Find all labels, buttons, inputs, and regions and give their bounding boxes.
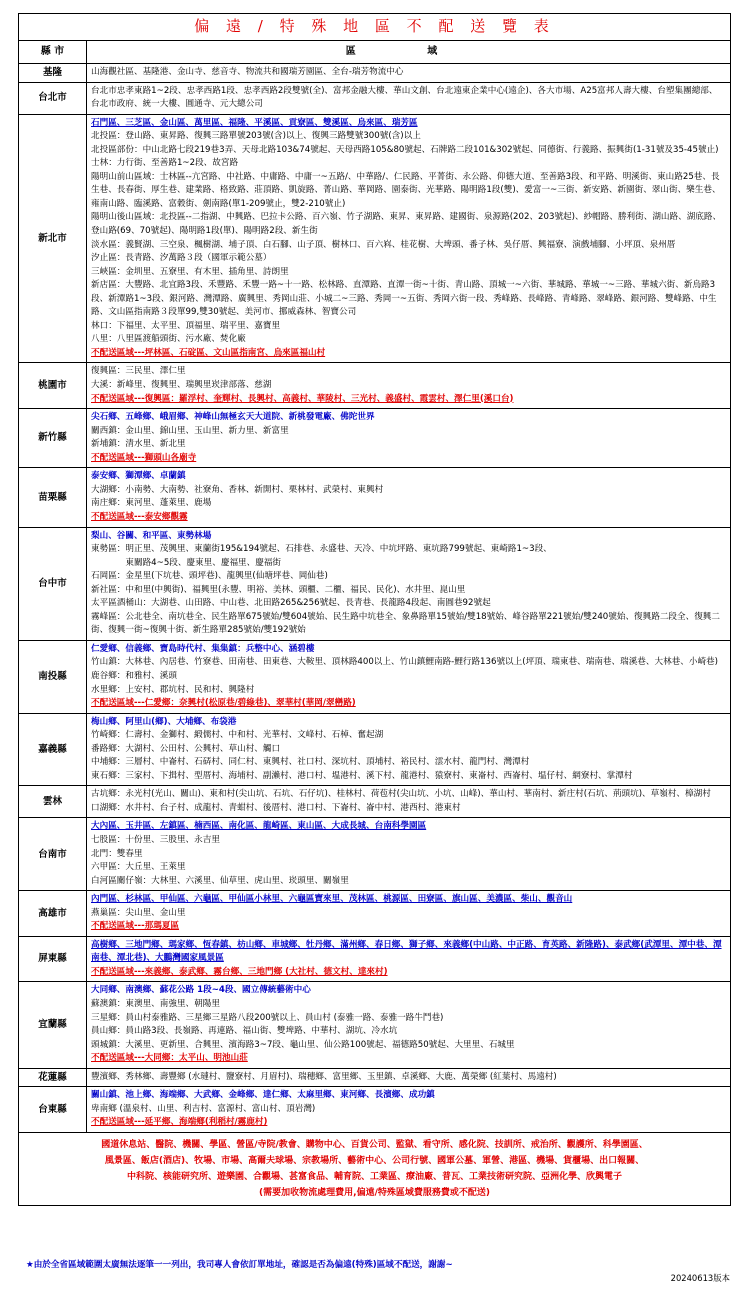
- area-line: 北門：雙春里: [91, 848, 143, 859]
- area-line: 梅山鄉、阿里山(鄉)、大埔鄉、布袋港: [91, 716, 237, 727]
- area-cell: [87, 82, 731, 114]
- no-delivery-line: 不配送區域---大同鄉：太平山、明池山莊: [91, 1053, 248, 1064]
- area-line: 六甲區：大丘里、王萊里: [91, 862, 186, 873]
- city-name: 苗栗縣: [19, 468, 87, 527]
- area-line: 士林：力行街、至善路1~2段、故宮路: [91, 158, 239, 169]
- area-line: 台北市忠孝東路1~2段、忠孝西路1段、忠孝西路2段雙號(全)、富邦金融大樓、華山文創、台北遠東企業中心(遠企)、各大市場、A25富邦人壽大樓、台塑集團總部、台北市政府、統一大樓、圓通寺、元大總公司: [91, 85, 718, 110]
- area-line: 南庄鄉：東河里、蓬萊里、鹿場: [91, 498, 212, 509]
- region-row: [19, 982, 731, 1068]
- area-line: 大溪：新峰里、復興里、瑞興里崁津部落、慈湖: [91, 380, 272, 391]
- area-line: 三星鄉：員山村泰雅路、三星鄉三星路八段200號以上、員山村 (泰雅一路、泰雅一路牛鬥巷): [91, 1012, 444, 1023]
- city-name: 台北市: [19, 82, 87, 114]
- footer-notice: [19, 1132, 731, 1205]
- city-name: 宜蘭縣: [19, 982, 87, 1068]
- area-line: 新埔鎮：清水里、新北里: [91, 439, 186, 450]
- region-row: [19, 818, 731, 891]
- footer-line: 風景區、飯店(酒店)、牧場、市場、高爾夫球場、宗教場所、藝術中心、公司行號、國軍公墓、軍營、港區、機場、貨櫃場、出口報關、: [104, 1155, 645, 1166]
- no-delivery-line: 不配送區域---獅頭山各廟寺: [91, 452, 197, 463]
- area-line: 大湖鄉：小南勢、大南勢、社寮角、香林、新開村、栗林村、武榮村、東興村: [91, 484, 384, 495]
- footer-row: [19, 1132, 731, 1205]
- area-line: 汐止區：長青路、汐萬路３段（國軍示範公墓）: [91, 253, 272, 264]
- city-name: 新竹縣: [19, 409, 87, 468]
- area-line: 三峽區：金圳里、五寮里、有木里、插角里、詩朗里: [91, 266, 289, 277]
- area-line: 山海觀社區、基隆港、金山寺、慈音寺、物流共和國瑞芳園區、全台-瑞芳物流中心: [91, 67, 404, 77]
- city-name: 花蓮縣: [19, 1068, 87, 1087]
- region-row: [19, 891, 731, 937]
- area-line: 白河區關仔嶺：大林里、六溪里、仙草里、虎山里、崁頭里、關嶺里: [91, 875, 349, 886]
- area-cell: [87, 409, 731, 468]
- region-row: [19, 468, 731, 527]
- area-line: 石岡區：金星里(下坑巷、頭坪巷)、龍興里(仙塘坪巷、岡仙巷): [91, 571, 328, 582]
- city-name: 雲林: [19, 786, 87, 818]
- area-line: 陽明山後山區域：北投區--二指湖、中興路、巴拉卡公路、百六嶺、竹子湖路、東昇、東昇路、建國街、泉源路(202、203號起)、紗帽路、勝利街、湖山路、湖底路、登山路(69、70號起)、陽明路1段(單)、陽明路2段、新生街: [91, 212, 722, 237]
- no-delivery-line: 不配送區域---泰安鄉觀霧: [91, 511, 188, 522]
- area-cell: [87, 1087, 731, 1133]
- no-delivery-line: 不配送區域---坪林區、石碇區、文山區指南宮、烏來區福山村: [91, 347, 326, 358]
- area-cell: [87, 1068, 731, 1087]
- region-row: [19, 527, 731, 640]
- city-name: 高雄市: [19, 891, 87, 937]
- area-line: 口湖鄉：水井村、台子村、成龍村、青蚶村、後厝村、港口村、下崙村、崙中村、港西村、港東村: [91, 802, 461, 813]
- area-cell: [87, 114, 731, 363]
- area-line: 卑南鄉 (溫泉村、山里、利吉村、富源村、富山村、頂岩灣): [91, 1103, 316, 1114]
- area-line: 陽明山前山區域：士林區--亢宮路、中社路、中庸路、中庸一~五路/、中華路/、仁民路、平菁街、永公路、仰德大道、至善路3段、和平路、明溪街、東山路25巷、長生巷、長春街、厚生巷、建業路、格致路、莊頂路、凱旋路、菁山路、華岡路、園泰街、光華路、陽明路1段(雙)、愛富一~三街、新安路、新園街、翠山街、樂生巷、雍南山路、臨溪路、富穀街、劍南路(單1-209號止，雙2-210號止): [91, 171, 721, 209]
- area-line: 北投區：登山路、東昇路、復興三路單號203號(含)以上、復興三路雙號300號(含)以上: [91, 131, 421, 142]
- header-city: 縣 市: [19, 41, 87, 64]
- region-row: [19, 82, 731, 114]
- area-cell: [87, 363, 731, 409]
- region-row: [19, 409, 731, 468]
- no-delivery-line: 不配送區域---那瑪夏區: [91, 921, 180, 932]
- area-line: 頭城鎮：大溪里、更新里、合興里、濱海路3~7段、龜山里、仙公路100號起、福德路50號起、大里里、石城里: [91, 1039, 515, 1050]
- version-label: 20240613版本: [670, 1273, 730, 1283]
- area-line: 員山鄉：員山路3段、長嶺路、再連路、福山街、雙埤路、中華村、湖坑、冷水坑: [91, 1026, 398, 1037]
- area-line: 復興區：三民里、澤仁里: [91, 366, 186, 377]
- region-row: [19, 363, 731, 409]
- region-row: [19, 1068, 731, 1087]
- area-line: 高樹鄉、三地門鄉、瑪家鄉、恆春鎮、枋山鄉、車城鄉、牡丹鄉、滿州鄉、春日鄉、獅子鄉、來義鄉(中山路、中正路、育英路、新隆路)、泰武鄉(武潭里、潭中巷、潭南巷、潭北巷)、大鵬灣國家風景區: [91, 939, 722, 964]
- area-line: 關西鎮：金山里、錦山里、玉山里、新力里、新富里: [91, 425, 289, 436]
- area-line: 中埔鄉：三層村、中崙村、石硦村、同仁村、東興村、社口村、深坑村、頂埔村、裕民村、澐水村、龍門村、灣潭村: [91, 757, 530, 768]
- area-line: 水里鄉：上安村、郡坑村、民和村、興隆村: [91, 684, 255, 695]
- area-line: 仁愛鄉、信義鄉、寶島時代村、集集鎮：兵整中心、涵碧樓: [91, 643, 315, 654]
- area-cell: [87, 982, 731, 1068]
- area-line: 關山鎮、池上鄉、海端鄉、大武鄉、金峰鄉、達仁鄉、太麻里鄉、東河鄉、長濱鄉、成功鎮: [91, 1090, 435, 1101]
- footer-line: 中科院、核能研究所、遊樂園、合觀場、甚富食品、輔育院、工業區、療油廠、普瓦、工業技術研究院、亞洲化學、欣興電子: [127, 1171, 623, 1182]
- disclaimer-note: ★由於全省區域範圍太廣無法逐筆一一列出，我司專人會依訂單地址，確認是否為偏遠(特殊)區域不配送，謝謝~: [26, 1260, 453, 1270]
- area-cell: [87, 936, 731, 982]
- no-delivery-line: 不配送區域---來義鄉、泰武鄉、霧台鄉、三地門鄉 (大社村、德文村、達來村): [91, 966, 388, 977]
- city-name: 基隆: [19, 64, 87, 83]
- city-name: 南投縣: [19, 640, 87, 713]
- footer-line: 國道休息站、醫院、機關、學區、營區/寺院/教會、購物中心、百貨公司、監獄、看守所、感化院、技訓所、戒治所、觀護所、科學園區、: [101, 1139, 648, 1150]
- area-line: 淡水區：義賢湖、三空泉、楓樹湖、埔子頂、白石腳、山子頂、樹林口、百六嵙、桂花樹、大埤頭、番子林、吳仔厝、興福寮、演戲埔腳、小坪頂、泉州厝: [91, 239, 676, 250]
- area-line: 七股區：十份里、三股里、永吉里: [91, 834, 220, 845]
- area-line: 燕巢區：尖山里、金山里: [91, 907, 186, 918]
- area-cell: [87, 527, 731, 640]
- no-delivery-line: 不配送區域---延平鄉、海端鄉(利稻村/霧鹿村): [91, 1117, 268, 1128]
- area-cell: [87, 818, 731, 891]
- area-line: 古坑鄉：永光村(光山、關山)、東和村(尖山坑、石坑、石仔坑)、桂林村、荷苞村(尖山坑、小坑、山峰)、華山村、華南村、新庄村(石坑、荊頭坑)、草嶺村、樟湖村: [91, 789, 711, 800]
- area-line: 泰安鄉、獅潭鄉、卓蘭鎮: [91, 471, 186, 482]
- header-row: [19, 41, 731, 64]
- area-line: 尖石鄉、五峰鄉、峨眉鄉、神峰山無極玄天大道院、新桃發電廠、佛陀世界: [91, 412, 375, 423]
- area-line: 八里：八里區渡船頭街、污水廠、焚化廠: [91, 334, 246, 345]
- region-row: [19, 786, 731, 818]
- region-row: [19, 1087, 731, 1133]
- area-cell: [87, 713, 731, 786]
- area-line: 石門區、三芝區、金山區、萬里區、福隆、平溪區、貢寮區、雙溪區、烏來區、瑞芳區: [91, 117, 418, 128]
- city-name: 嘉義縣: [19, 713, 87, 786]
- header-area: 區 域: [87, 41, 731, 64]
- area-line: 竹山鎮：大林巷、內居巷、竹寮巷、田南巷、田東巷、大鞍里、頂林路400以上、竹山鎮鯉南路-鯉行路136號以上(坪頂、瑞東巷、瑞南巷、瑞溪巷、大林巷、小崎巷): [91, 657, 718, 668]
- city-name: 新北市: [19, 114, 87, 363]
- footer-line: (需要加收物流處理費用,偏遠/特殊區域費服務費或不配送): [259, 1187, 490, 1198]
- area-line: 竹崎鄉：仁壽村、金獅村、緞儒村、中和村、光華村、文峰村、石棹、奮起湖: [91, 730, 384, 741]
- area-line: 東石鄉：三家村、下揖村、型厝村、海埔村、副瀨村、港口村、塭港村、溪下村、龍港村、猿寮村、東崙村、西崙村、塭仔村、網寮村、掌潭村: [91, 770, 633, 781]
- area-line: 霧峰區：公北巷全、南坑巷全、民生路單675號始/雙604號始、民生路中坑巷全、象鼻路單15號始/雙18號始、峰谷路單221號始/雙240號始、復興路二段全、復興二街、復興一街~復興十街、新生路單285號始/雙192號始: [91, 611, 720, 636]
- city-name: 台東縣: [19, 1087, 87, 1133]
- area-line: 鹿谷鄉：和雅村、溪頭: [91, 670, 177, 681]
- region-row: [19, 713, 731, 786]
- area-line: 林口：下福里、太平里、頂福里、瑞平里、嘉寶里: [91, 320, 281, 331]
- area-line: 蘇澳鎮：東澳里、南強里、朝陽里: [91, 999, 220, 1009]
- no-delivery-line: 不配送區域---仁愛鄉：奈興村(松原巷/碧綠巷)、翠華村(華岡/翠巒路): [91, 698, 356, 709]
- area-line: 番路鄉：大湖村、公田村、公興村、草山村、觸口: [91, 743, 281, 754]
- area-cell: [87, 640, 731, 713]
- city-name: 屏東縣: [19, 936, 87, 982]
- area-line: 新店區：大豐路、北宜路3段、禾豐路、禾豐一路~十一路、松林路、直潭路、直潭一街~十街、青山路、頂城一~六街、華城路、華城一~三路、華城六街、新烏路3段、新潭路1~3段、銀河路、灣潭路、廣興里、秀岡山莊、小城二~三路、秀岡一~五街、秀岡六街一段、秀峰路、長峰路、青峰路、翠峰路、銀河路、雙峰路、中生路、文山區指南路３段單99,雙30號起、美河市、挪威森林、智寶公司: [91, 280, 717, 318]
- region-row: [19, 114, 731, 363]
- area-line: 梨山、谷關、和平區、東勢林場: [91, 530, 212, 541]
- area-line: 豐濱鄉、秀林鄉、壽豐鄉 (水璉村、鹽寮村、月眉村)、瑞穗鄉、富里鄉、玉里鎮、卓溪鄉、大鹿、萬榮鄉 (紅葉村、馬遠村): [91, 1071, 557, 1082]
- area-line: 東關路4~5段、慶東里、慶福里、慶福街: [91, 557, 282, 568]
- area-line: 東勢區：明正里、茂興里、東蘭街195&194號起、石排巷、永盛巷、天冷、中坑坪路、東坑路799號起、東崎路1~3段、: [91, 544, 552, 555]
- area-line: 大同鄉、南澳鄉、蘇花公路 1段~4段、國立傳統藝術中心: [91, 985, 311, 996]
- city-name: 台南市: [19, 818, 87, 891]
- area-cell: [87, 468, 731, 527]
- area-line: 內門區、杉林區、甲仙區、六龜區、甲仙區小林里、六龜區寶來里、茂林區、桃源區、田寮區、旗山區、美濃區、柴山、觀音山: [91, 894, 573, 905]
- city-name: 台中市: [19, 527, 87, 640]
- region-row: [19, 64, 731, 83]
- region-row: [19, 936, 731, 982]
- area-line: 大內區、玉井區、左鎮區、楠西區、南化區、龍崎區、東山區、大成長城、台南科學園區: [91, 821, 427, 832]
- area-cell: [87, 891, 731, 937]
- area-cell: [87, 786, 731, 818]
- city-name: 桃園市: [19, 363, 87, 409]
- area-line: 新社區：中和里(中興街)、福興里(永豐、明裕、美林、頭櫃、二櫃、福民、民化)、水井里、崑山里: [91, 584, 466, 595]
- area-line: 太平區酒桶山：大湖巷、山田路、中山巷、北田路265&256號起、長青巷、長龍路4段起、南圓巷92號起: [91, 598, 491, 609]
- no-delivery-line: 不配送區域---復興區：羅浮村、奎輝村、長興村、高義村、華陵村、三光村、義盛村、霞雲村、澤仁里(溪口台): [91, 393, 514, 404]
- title-row: [19, 14, 731, 41]
- region-row: [19, 640, 731, 713]
- area-cell: [87, 64, 731, 83]
- area-line: 北投區部份：中山北路七段219巷3弄、天母北路103&74號起、天母西路105&80號起、石牌路二段101&302號起、同德街、行義路、振興街(1-31號及35-45號止): [91, 144, 719, 155]
- page-title: 偏 遠 / 特 殊 地 區 不 配 送 覽 表: [19, 14, 731, 41]
- delivery-table: [18, 13, 731, 1206]
